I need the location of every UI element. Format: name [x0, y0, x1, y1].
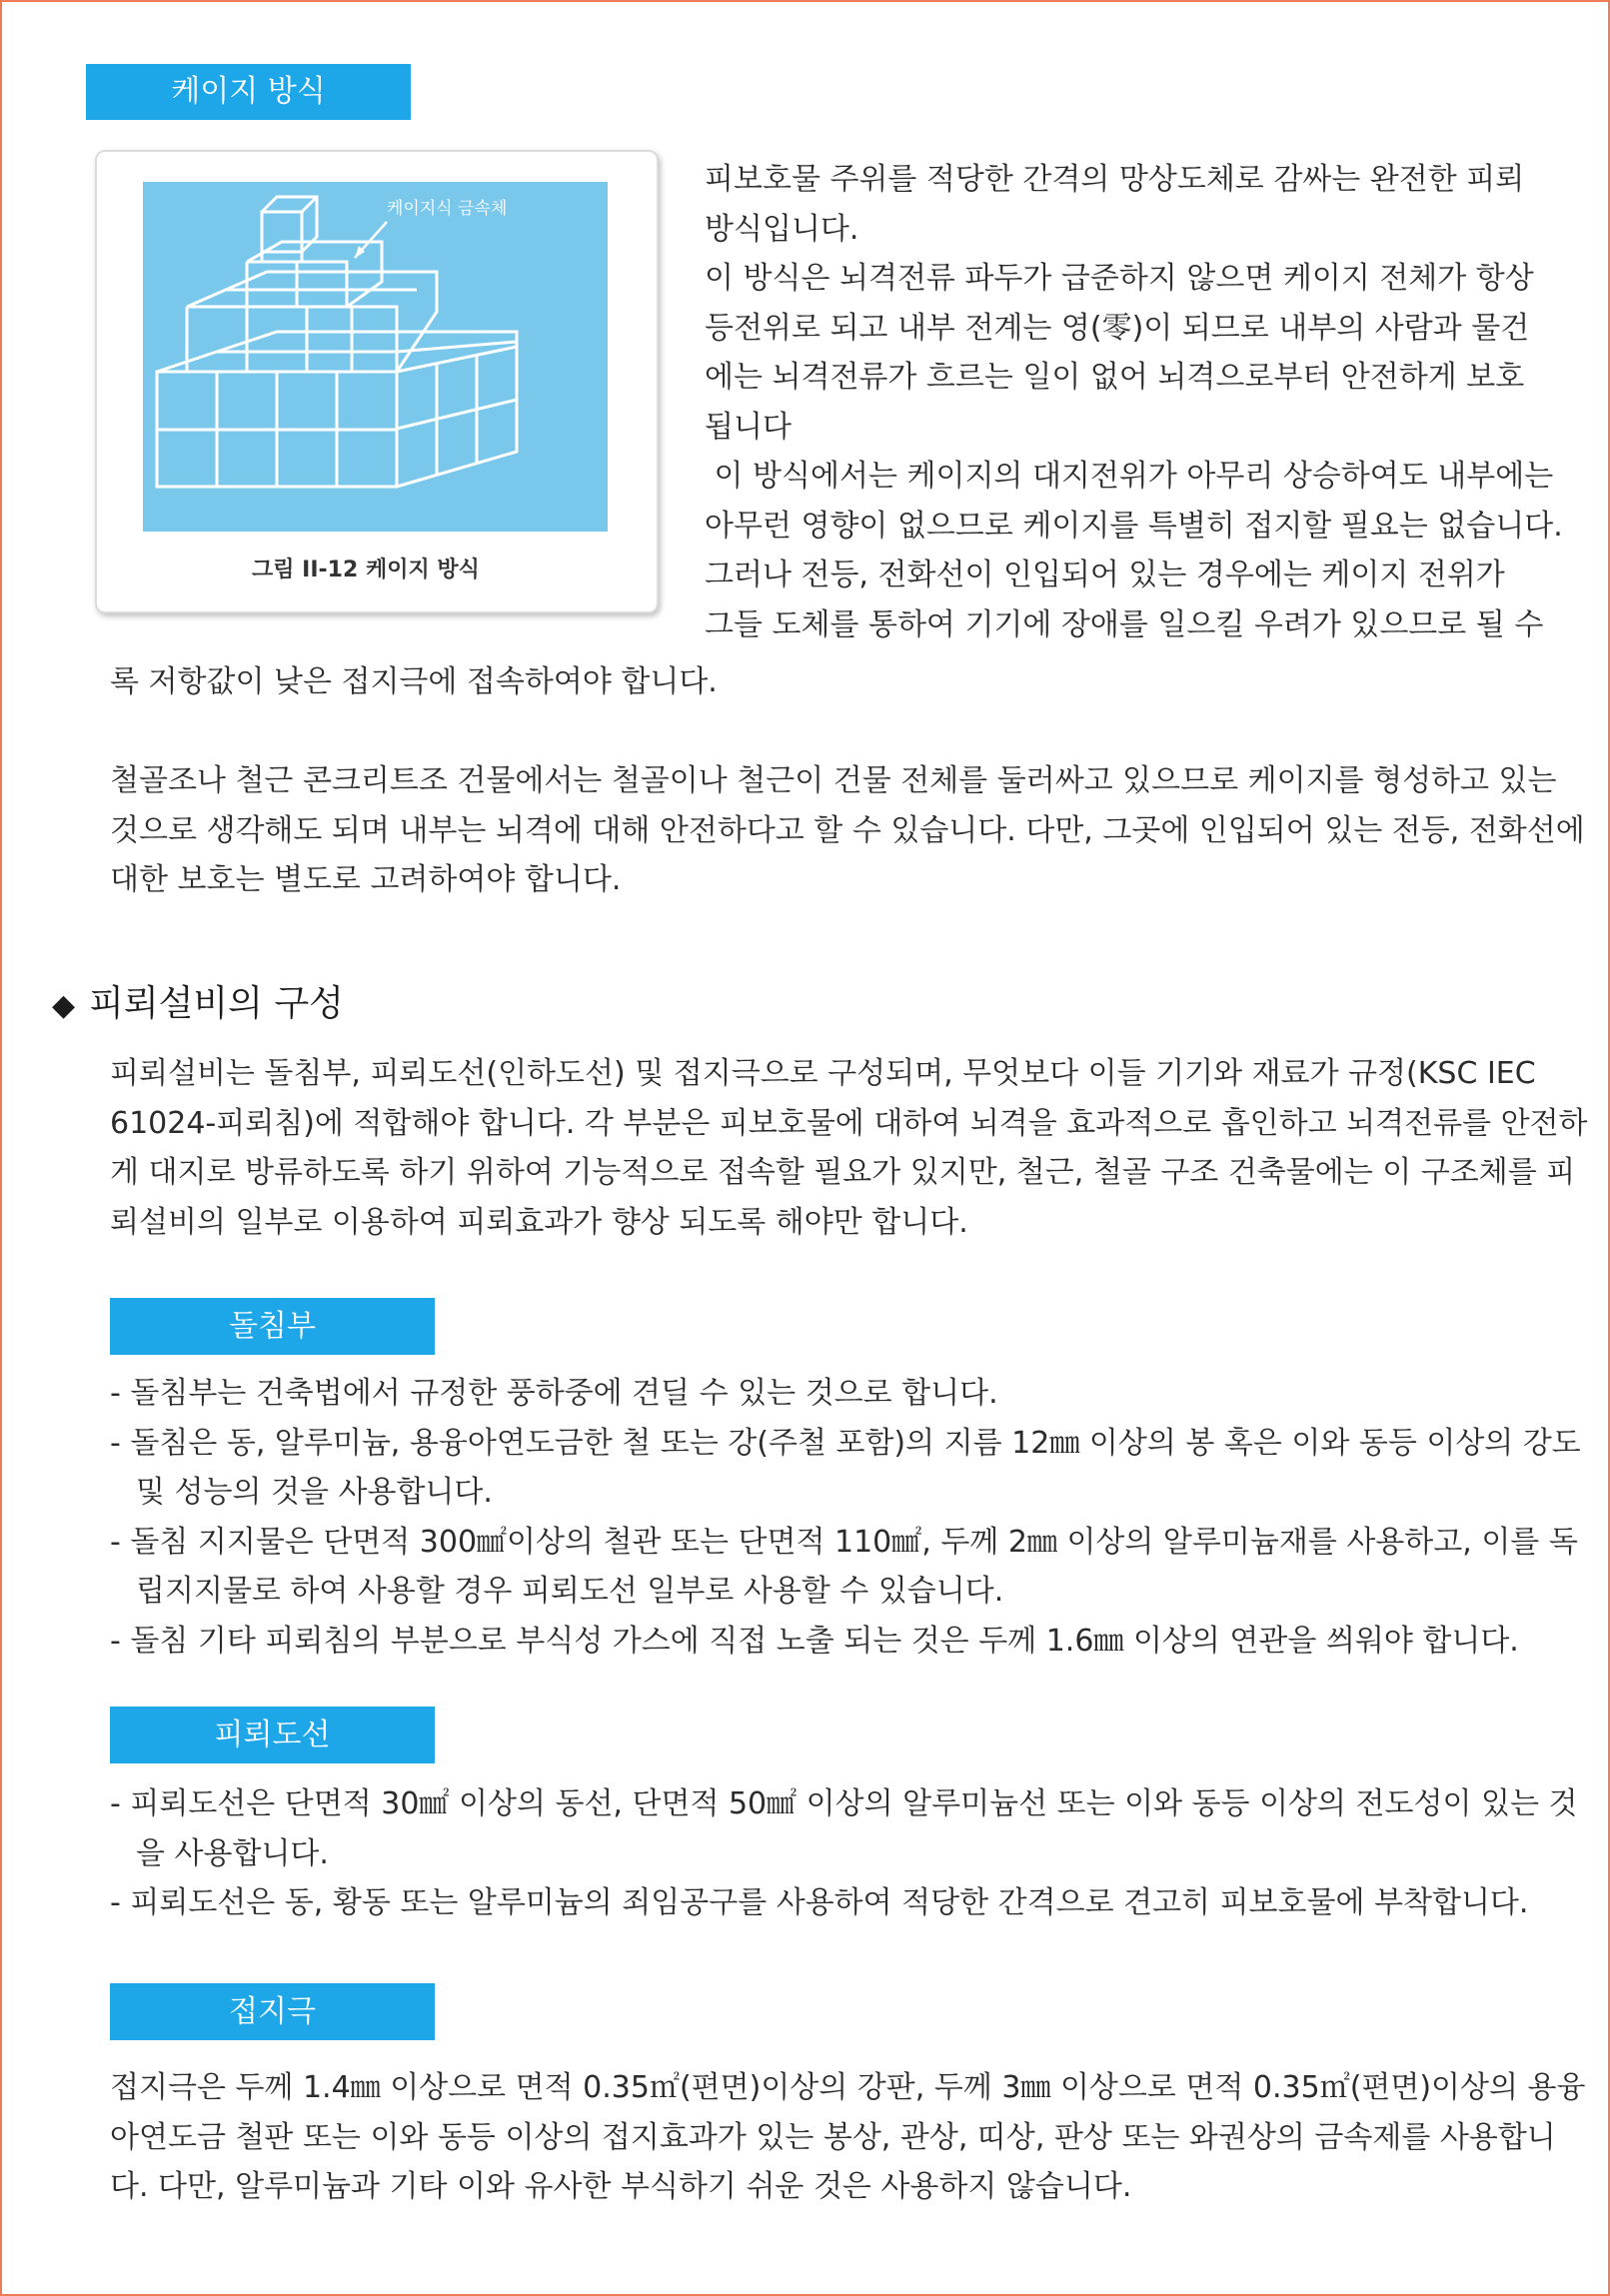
heading-text: 피뢰설비의 구성 [89, 983, 344, 1024]
cage-intro-line: 피보호물 주위를 적당한 간격의 망상도체로 감싸는 완전한 피뢰 [705, 162, 1525, 197]
down-conductor-list [110, 1779, 1591, 1928]
cage-intro-line: 그들 도체를 통하여 기기에 장애를 일으킬 우려가 있으므로 될 수 [705, 606, 1544, 642]
cage-intro-line: 이 방식은 뇌격전류 파두가 급준하지 않으면 케이지 전체가 항상 [705, 261, 1534, 296]
cage-intro-line: 방식입니다. [705, 211, 859, 247]
list-item: - 피뢰도선은 동, 황동 또는 알루미늄의 죄임공구를 사용하여 적당한 간격으로 견고히 피보호물에 부착합니다. [110, 1885, 1529, 1920]
section-tag-air-terminal: 돌침부 [110, 1298, 435, 1355]
cage-intro-tail: 록 저항값이 낮은 접지극에 접속하여야 합니다. [110, 664, 718, 699]
cage-intro-line: 아무런 영향이 없으므로 케이지를 특별히 접지할 필요는 없습니다. [705, 508, 1563, 544]
list-item: - 돌침부는 건축법에서 규정한 풍하중에 견딜 수 있는 것으로 합니다. [110, 1376, 998, 1411]
list-item: - 돌침은 동, 알루미늄, 용융아연도금한 철 또는 강(주철 포함)의 지름 12㎜ 이상의 봉 혹은 이와 동등 이상의 강도 및 성능의 것을 사용합니다. [110, 1425, 1581, 1510]
cage-intro-line: 됩니다 [705, 409, 792, 445]
cage-intro-line: 그러나 전등, 전화선이 인입되어 있는 경우에는 케이지 전위가 [705, 558, 1505, 592]
section-heading-composition [52, 975, 344, 1026]
air-terminal-list [110, 1369, 1591, 1666]
ground-electrode-paragraph: 접지극은 두께 1.4㎜ 이상으로 면적 0.35㎡(편면)이상의 강판, 두께 3㎜ 이상으로 면적 0.35㎡(편면)이상의 용융아연도금 철판 또는 이와 동등 이상의 접지효과가 있는 봉상, 관상, 띠상, 판상 또는 와권상의 금속제를 사용합니다. 다만, 알루미늄과 기타 이와 유사한 부식하기 쉬운 것은 사용하지 않습니다. [110, 2070, 1586, 2204]
cage-figure [95, 150, 659, 613]
cage-paragraph-2: 철골조나 철근 콘크리트조 건물에서는 철골이나 철근이 건물 전체를 둘러싸고 있으므로 케이지를 형성하고 있는 것으로 생각해도 되며 내부는 뇌격에 대해 안전하다고 할 수 있습니다. 다만, 그곳에 인입되어 있는 전등, 전화선에 대한 보호는 별도로 고려하여야 합니다. [110, 763, 1585, 897]
composition-paragraph: 피뢰설비는 돌침부, 피뢰도선(인하도선) 및 접지극으로 구성되며, 무엇보다 이들 기기와 재료가 규정(KSC IEC 61024-피뢰침)에 적합해야 합니다. 각 부분은 피보호물에 대하여 뇌격을 효과적으로 흡인하고 뇌격전류를 안전하게 대지로 방류하도록 하기 위하여 기능적으로 접속할 필요가 있지만, 철근, 철골 구조 건축물에는 이 구조체를 피뢰설비의 일부로 이용하여 피뢰효과가 향상 되도록 해야만 합니다. [110, 1056, 1588, 1240]
diamond-bullet-icon: ◆ [52, 988, 76, 1023]
cage-intro-line: 이 방식에서는 케이지의 대지전위가 아무리 상승하여도 내부에는 [705, 459, 1554, 494]
section-tag-down-conductor: 피뢰도선 [110, 1707, 435, 1763]
section-tag-ground-electrode: 접지극 [110, 1983, 435, 2040]
cage-intro-line: 에는 뇌격전류가 흐르는 일이 없어 뇌격으로부터 안전하게 보호 [705, 360, 1525, 395]
figure-caption: 그림 II-12 케이지 방식 [252, 558, 480, 582]
cage-intro-text [705, 155, 1594, 649]
cage-intro-line: 등전위로 되고 내부 전계는 영(零)이 되므로 내부의 사람과 물건 [705, 310, 1530, 346]
list-item: - 돌침 기타 피뢰침의 부분으로 부식성 가스에 직접 노출 되는 것은 두께 1.6㎜ 이상의 연관을 씌워야 합니다. [110, 1623, 1519, 1659]
list-item: - 돌침 지지물은 단면적 300㎟이상의 철관 또는 단면적 110㎟, 두께 2㎜ 이상의 알루미늄재를 사용하고, 이를 독립지지물로 하여 사용할 경우 피뢰도선 일부로 사용할 수 있습니다. [110, 1524, 1578, 1609]
cage-illustration [97, 152, 657, 611]
list-item: - 피뢰도선은 단면적 30㎟ 이상의 동선, 단면적 50㎟ 이상의 알루미늄선 또는 이와 동등 이상의 전도성이 있는 것을 사용합니다. [110, 1786, 1578, 1871]
section-tag-cage: 케이지 방식 [86, 64, 411, 120]
figure-label: 케이지식 금속체 [387, 199, 508, 219]
